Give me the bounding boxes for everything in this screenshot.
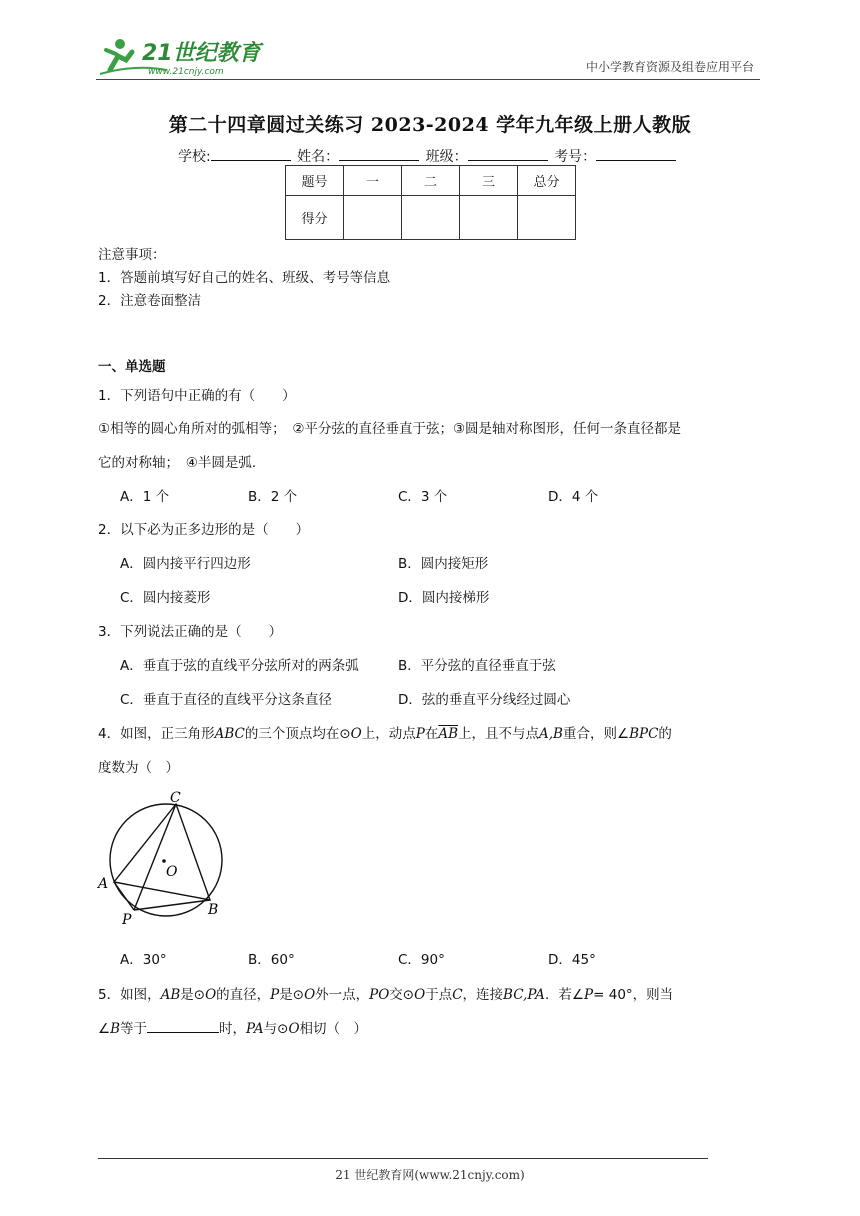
class-blank xyxy=(468,147,548,161)
score-table xyxy=(285,165,576,240)
notes-block xyxy=(98,244,390,313)
notes-title: 注意事项： xyxy=(98,247,166,263)
score-cell[interactable] xyxy=(344,196,402,240)
section-title: 一、单选题 xyxy=(98,359,166,375)
notes-item: 1．答题前填写好自己的姓名、班级、考号等信息 xyxy=(98,270,391,286)
q5-text: 相切（ ） xyxy=(299,1021,368,1037)
q4-stem xyxy=(98,722,672,742)
q4-var: ABC xyxy=(214,726,245,742)
q4-text: 重合，则∠ xyxy=(562,726,630,742)
score-cell[interactable] xyxy=(518,196,576,240)
q4-option-b[interactable]: B．60° xyxy=(248,952,295,968)
page-header xyxy=(96,34,760,80)
q5-var: C xyxy=(452,987,463,1003)
q5-text: 与⊙ xyxy=(263,1021,289,1037)
q2-option-a[interactable]: A．圆内接平行四边形 xyxy=(120,556,251,572)
q5-line2 xyxy=(98,1017,367,1037)
q1-line1: ①相等的圆心角所对的弧相等； ②平分弦的直径垂直于弦；③圆是轴对称图形，任何一条直径都是 xyxy=(98,421,682,437)
q4-text: 4．如图，正三角形 xyxy=(98,726,215,742)
q1-option-c[interactable]: C．3 个 xyxy=(398,489,448,505)
footer-text: 21 世纪教育网(www.21cnjy.com) xyxy=(335,1168,525,1182)
q2-option-c[interactable]: C．圆内接菱形 xyxy=(120,590,211,606)
q5-text: 等于 xyxy=(120,1021,148,1037)
score-row-label: 得分 xyxy=(286,196,344,240)
q5-var: B xyxy=(110,1021,121,1037)
notes-item: 2．注意卷面整洁 xyxy=(98,293,202,309)
q4-text: 的 xyxy=(658,726,672,742)
q4-circle-diagram xyxy=(94,788,234,928)
number-blank xyxy=(596,147,676,161)
q4-text: 上，且不与点 xyxy=(458,726,539,742)
q5-text: ．若∠ xyxy=(544,987,585,1003)
q1-stem: 1．下列语句中正确的有（ ） xyxy=(98,388,296,404)
q1-line2: 它的对称轴； ④半圆是弧． xyxy=(98,455,266,471)
q4-text: 上，动点 xyxy=(361,726,416,742)
q4-line2: 度数为（ ） xyxy=(98,760,179,776)
segment-pc xyxy=(134,804,176,910)
q4-var: BPC xyxy=(629,726,659,742)
score-header-cell: 一 xyxy=(344,166,402,196)
q5-text: ，连接 xyxy=(462,987,504,1003)
q4-var: O xyxy=(350,726,362,742)
q2-stem: 2．以下必为正多边形的是（ ） xyxy=(98,522,310,538)
logo-url: www.21cnjy.com xyxy=(148,67,224,77)
q5-var: P xyxy=(270,987,280,1003)
class-label: 班级： xyxy=(425,149,468,165)
page-title: 第二十四章圆过关练习 2023-2024 学年九年级上册人教版 xyxy=(168,114,692,136)
q3-option-a[interactable]: A．垂直于弦的直线平分弦所对的两条弧 xyxy=(120,658,359,674)
q1-option-a[interactable]: A．1 个 xyxy=(120,489,170,505)
q4-text: 的三个顶点均在⊙ xyxy=(244,726,351,742)
q4-option-a[interactable]: A．30° xyxy=(120,952,167,968)
label-p: P xyxy=(122,912,132,928)
label-o: O xyxy=(166,864,178,880)
q3-option-c[interactable]: C．垂直于直径的直线平分这条直径 xyxy=(120,692,332,708)
q4-text: 在 xyxy=(424,726,439,742)
q5-var: PA xyxy=(246,1021,264,1037)
q4-var: P xyxy=(415,726,425,742)
q4-var: A,B xyxy=(539,726,563,742)
label-b: B xyxy=(208,902,219,918)
q3-option-b[interactable]: B．平分弦的直径垂直于弦 xyxy=(398,658,556,674)
q4-option-d[interactable]: D．45° xyxy=(548,952,596,968)
label-c: C xyxy=(170,790,181,806)
q5-var: PO xyxy=(369,987,390,1003)
score-header-cell: 题号 xyxy=(286,166,344,196)
score-cell[interactable] xyxy=(402,196,460,240)
q3-stem: 3．下列说法正确的是（ ） xyxy=(98,624,283,640)
q1-option-d[interactable]: D．4 个 xyxy=(548,489,599,505)
q5-text: 于点 xyxy=(425,987,453,1003)
score-header-cell: 三 xyxy=(460,166,518,196)
q5-stem xyxy=(98,983,673,1003)
q5-var: BC,PA xyxy=(503,987,545,1003)
score-cell[interactable] xyxy=(460,196,518,240)
label-a: A xyxy=(98,876,109,892)
q5-var: O xyxy=(205,987,217,1003)
q5-var: O xyxy=(288,1021,300,1037)
q2-option-b[interactable]: B．圆内接矩形 xyxy=(398,556,489,572)
q5-text: 是⊙ xyxy=(180,987,206,1003)
q5-text: 时， xyxy=(219,1021,247,1037)
center-point xyxy=(162,859,166,863)
footer-divider xyxy=(98,1158,708,1159)
school-label: 学校: xyxy=(178,149,211,165)
q4-option-c[interactable]: C．90° xyxy=(398,952,445,968)
q5-text: 外一点， xyxy=(315,987,370,1003)
q4-arc-ab: $\overline{AB}$ xyxy=(438,726,458,742)
score-header-cell: 总分 xyxy=(518,166,576,196)
q5-text: = 40°，则当 xyxy=(593,987,674,1003)
segment-pa xyxy=(114,882,134,910)
q5-var: O xyxy=(304,987,316,1003)
q5-var: AB xyxy=(160,987,181,1003)
school-blank xyxy=(211,147,291,161)
name-label: 姓名： xyxy=(297,149,340,165)
score-header-cell: 二 xyxy=(402,166,460,196)
header-platform-text: 中小学教育资源及组卷应用平台 xyxy=(585,60,754,74)
q5-text: 5．如图， xyxy=(98,987,161,1003)
q5-answer-blank[interactable] xyxy=(147,1019,219,1033)
q5-text: 是⊙ xyxy=(279,987,305,1003)
logo-21cnjy xyxy=(96,34,266,78)
q1-option-b[interactable]: B．2 个 xyxy=(248,489,298,505)
q5-var: P xyxy=(584,987,594,1003)
q5-var: O xyxy=(414,987,426,1003)
q5-text: ∠ xyxy=(98,1021,111,1037)
q3-option-d[interactable]: D．弦的垂直平分线经过圆心 xyxy=(398,692,571,708)
student-info-line xyxy=(178,146,678,166)
q5-text: 交⊙ xyxy=(389,987,415,1003)
number-label: 考号： xyxy=(554,149,597,165)
q5-text: 的直径， xyxy=(216,987,271,1003)
logo-text: 21世纪教育 xyxy=(142,41,261,66)
name-blank xyxy=(339,147,419,161)
q2-option-d[interactable]: D．圆内接梯形 xyxy=(398,590,490,606)
